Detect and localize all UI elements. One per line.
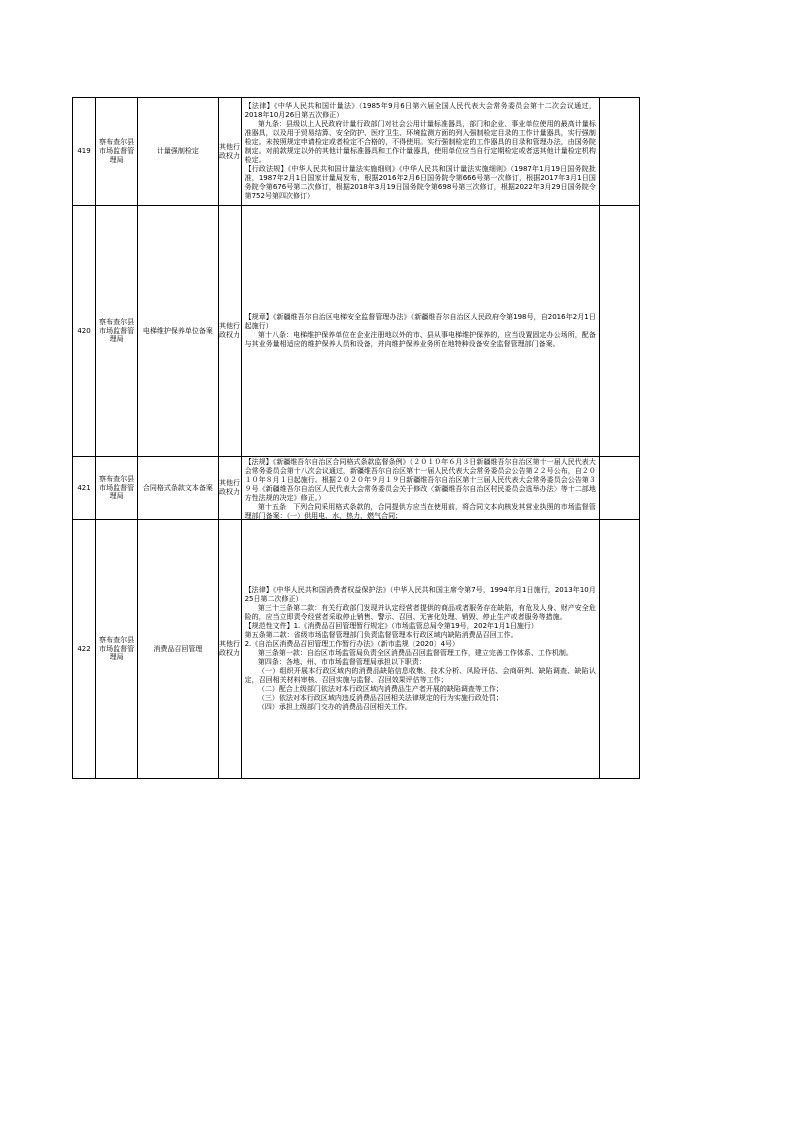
legal-basis-paragraph: 第五条第二款：省级市场监督管理部门负责监督管理本行政区域内缺陷消费品召回工作。	[244, 631, 518, 640]
department-cell: 察布查尔县市场监督管理局	[96, 206, 138, 457]
remarks-cell	[599, 98, 639, 206]
legal-basis-paragraph: 第四条：各地、州、市市场监督管理局承担以下职责：	[257, 657, 426, 666]
legal-basis-paragraph: 第十五条 下列合同采用格式条款的，合同提供方应当在使用前，将合同文本向核发其营业执照的市场监督管理部门备案：（一）供用电、水、热力、燃气合同；	[244, 502, 596, 519]
legal-basis-cell	[241, 206, 599, 457]
legal-basis-paragraph: 【行政法规】《中华人民共和国计量法实施细则》《中华人民共和国计量法实施细则》（1987年1月19日国务院批准，1987年2月1日国家计量局发布，根据2016年2月6日国务院令第666号第一次修订，根据2017年3月1日国务院令第676号第二次修订，根据2018年3月19日国务院令第698号第三次修订，根据2022年3月29日国务院令第752号第四次修订）	[244, 164, 596, 200]
table-row	[73, 520, 640, 779]
legal-basis-paragraph: （二）配合上级部门依法对本行政区域内消费品生产者开展的缺陷调查等工作；	[257, 684, 503, 693]
power-list-table	[72, 97, 640, 779]
power-type-cell: 其他行政权力	[218, 457, 241, 520]
legal-basis-cell	[241, 520, 599, 779]
legal-basis-paragraph: （一）组织开展本行政区域内的消费品缺陷信息收集、技术分析、风险评估、会商研判、缺陷调查、缺陷认定，召回相关材料审核、召回实施与监督、召回效果评估等工作；	[244, 666, 596, 684]
legal-basis-cell	[241, 98, 599, 206]
department-cell: 察布查尔县市场监督管理局	[96, 98, 138, 206]
department-cell: 察布查尔县市场监督管理局	[96, 457, 138, 520]
legal-basis-paragraph: 【法律】《中华人民共和国消费者权益保护法》（中华人民共和国主席令第7号，1994年月1日施行，2013年10月25日第二次修正）	[244, 586, 596, 604]
legal-basis-paragraph: 【规范性文件】1.《消费品召回管理暂行规定》（市场监管总局令第19号，202年1月1日施行）	[244, 622, 538, 631]
legal-basis-paragraph: （四）承担上级部门交办的消费品召回相关工作。	[257, 702, 412, 711]
power-type-cell: 其他行政权力	[218, 520, 241, 779]
legal-basis-paragraph: 第十八条：电梯维护保养单位在企业注册地以外的市、县从事电梯维护保养的，应当设置固定办公场所，配备与其业务量相适应的维护保养人员和设备，并向维护保养业务所在地特种设备安全监督管理部门备案。	[244, 331, 596, 348]
legal-basis-paragraph: 2.《自治区消费品召回管理工作暂行办法》（新市监规〔2020〕4号）	[244, 640, 460, 649]
row-number: 421	[73, 457, 96, 520]
remarks-cell	[599, 520, 639, 779]
remarks-cell	[599, 206, 639, 457]
row-number: 422	[73, 520, 96, 779]
row-number: 419	[73, 98, 96, 206]
row-number: 420	[73, 206, 96, 457]
legal-basis-paragraph: （三）依法对本行政区域内违反消费品召回相关法律规定的行为实施行政处罚；	[257, 693, 503, 702]
legal-basis-paragraph: 第三十三条第二款：有关行政部门发现并认定经营者提供的商品或者服务存在缺陷，有危及人身、财产安全危险的，应当立即责令经营者采取停止销售、警示、召回、无害化处理、销毁、停止生产或者服务等措施。	[244, 604, 596, 622]
table-row	[73, 457, 640, 520]
item-name-cell: 消费品召回管理	[138, 520, 218, 779]
legal-basis-paragraph: 【法律】《中华人民共和国计量法》（1985年9月6日第六届全国人民代表大会常务委员会第十二次会议通过，2018年10月26日第五次修正）	[244, 102, 596, 120]
legal-basis-paragraph: 【法规】《新疆维吾尔自治区合同格式条款监督条例》（２０１０年６月３日新疆维吾尔自治区第十一届人民代表大会常务委员会第十八次会议通过，新疆维吾尔自治区第十一届人民代表大会常务委员会公告第２２号公布，自２０１０年８月１日起施行。根据２０２０年９月１９日新疆维吾尔自治区第十三届人民代表大会常务委员会公告第３９号《新疆维吾尔自治区人民代表大会常务委员会关于修改〈新疆维吾尔自治区村民委员会选举办法〉等十二部地方性法规的决定》修正。）	[244, 458, 596, 502]
legal-basis-paragraph: 第三条第一款：自治区市场监管局负责全区消费品召回监督管理工作，建立完善工作体系、工作机制。	[257, 649, 573, 657]
power-type-cell: 其他行政权力	[218, 98, 241, 206]
item-name-cell: 计量强制检定	[138, 98, 218, 206]
remarks-cell	[599, 457, 639, 520]
legal-basis-cell	[241, 457, 599, 520]
legal-basis-paragraph: 第九条：县级以上人民政府计量行政部门对社会公用计量标准器具，部门和企业、事业单位使用的最高计量标准器具，以及用于贸易结算、安全防护、医疗卫生、环境监测方面的列入强制检定目录的工作计量器具，实行强制检定。未按照规定申请检定或者检定不合格的，不得使用。实行强制检定的工作器具的目录和管理办法，由国务院制定。对前款规定以外的其他计量标准器具和工作计量器具，使用单位应当自行定期检定或者送其他计量检定机构检定。	[244, 120, 596, 164]
department-cell: 察布查尔县市场监督管理局	[96, 520, 138, 779]
legal-basis-paragraph: 【规章】《新疆维吾尔自治区电梯安全监督管理办法》（新疆维吾尔自治区人民政府令第198号，自2016年2月1日起施行）	[244, 313, 596, 331]
table-row	[73, 206, 640, 457]
table-row	[73, 98, 640, 206]
power-type-cell: 其他行政权力	[218, 206, 241, 457]
item-name-cell: 电梯维护保养单位备案	[138, 206, 218, 457]
item-name-cell: 合同格式条款文本备案	[138, 457, 218, 520]
